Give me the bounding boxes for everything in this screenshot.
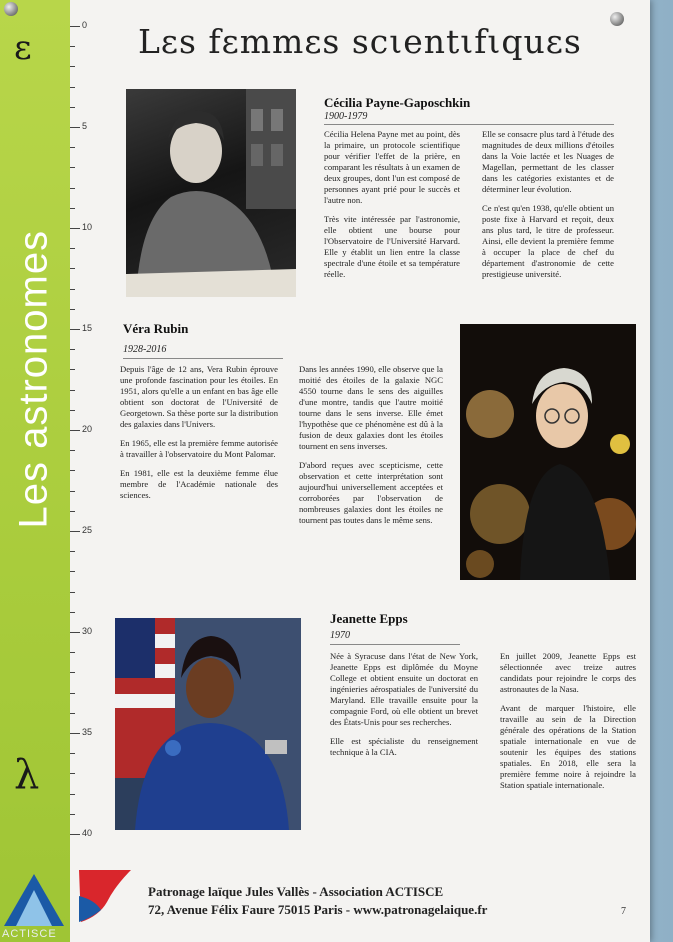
page-title: Lεs fεmmεs scιentιfιquεs xyxy=(138,22,582,61)
cecilia-column-1 xyxy=(324,129,460,288)
actisce-logo xyxy=(2,872,66,933)
cecilia-col1-para: Cécilia Helena Payne met au point, dès la primaire, un protocole scientifique pour vérifier l'effet de la prière, en comparant les résultats à un examen de deux groupes, dont l'un est composé de personnes ayant prié pour le succès et l'autre non. xyxy=(324,129,460,205)
ruler-tick xyxy=(70,652,75,653)
cecilia-dates: 1900-1979 xyxy=(324,111,368,122)
ruler-tick xyxy=(70,107,75,108)
ruler-label: 10 xyxy=(82,222,93,232)
cecilia-col2-para: Elle se consacre plus tard à l'étude des magnitudes de deux millions d'étoiles dans la Voie lactée et les Nuages de Magellan, permettant de les classer dans les catégories existantes et de déterminer leur évolution. xyxy=(482,129,614,194)
ruler-label: 20 xyxy=(82,424,93,434)
ruler-tick xyxy=(70,147,75,148)
vera-col1-para: En 1965, elle est la première femme autorisée à travailler à l'observatoire du Mont Palomar. xyxy=(120,438,278,459)
ruler-tick xyxy=(70,470,75,471)
band-bottom-letter: λ xyxy=(14,752,40,798)
ruler-tick xyxy=(70,248,75,249)
ruler-tick xyxy=(70,349,75,350)
jeanette-column-2 xyxy=(500,651,636,799)
actisce-label: ACTISCE xyxy=(2,928,57,940)
ruler-label: 15 xyxy=(82,323,93,333)
ruler-tick xyxy=(70,430,80,431)
ruler-tick xyxy=(70,693,75,694)
ruler-tick xyxy=(70,592,75,593)
pin-top-right xyxy=(610,12,624,26)
vera-col2-para: Dans les années 1990, elle observe que la moitié des étoiles de la galaxie NGC 4550 tourne dans le sens des aiguilles d'une montre, tandis que l'autre moitié tourne dans le sens inverse. Elle émet l'hypothèse que ce phénomène est dû à la fusion de deux galaxies dont les étoiles tournent en sens inverses. xyxy=(299,364,443,451)
ruler-tick xyxy=(70,188,75,189)
ruler-tick xyxy=(70,612,75,613)
ruler-label: 0 xyxy=(82,20,88,30)
ruler-tick xyxy=(70,511,75,512)
ruler xyxy=(70,0,100,840)
page-number: 7 xyxy=(621,906,626,917)
jeanette-photo xyxy=(115,618,301,830)
ruler-tick xyxy=(70,794,75,795)
ruler-tick xyxy=(70,208,75,209)
ruler-tick xyxy=(70,713,75,714)
ruler-tick xyxy=(70,309,75,310)
ruler-tick xyxy=(70,268,75,269)
vera-dates: 1928-2016 xyxy=(123,344,167,355)
ruler-tick xyxy=(70,834,80,835)
vera-col1-para: En 1981, elle est la deuxième femme élue membre de l'Académie nationale des sciences. xyxy=(120,468,278,500)
footer-association: Patronage laïque Jules Vallès - Association ACTISCE xyxy=(148,884,444,899)
cecilia-col2-para: Ce n'est qu'en 1938, qu'elle obtient un poste fixe à Harvard et reçoit, deux ans plus tard, le titre de professeur. Ainsi, elle devient la première femme à occuper la place de chef du département d'astronomie de cette prestigieuse université. xyxy=(482,203,614,279)
vera-name: Véra Rubin xyxy=(123,321,189,336)
jeanette-rule xyxy=(330,644,460,645)
ruler-tick xyxy=(70,491,75,492)
ruler-tick xyxy=(70,672,75,673)
ruler-label: 30 xyxy=(82,626,93,636)
ruler-tick xyxy=(70,733,80,734)
ruler-label: 25 xyxy=(82,525,93,535)
ruler-tick xyxy=(70,410,75,411)
green-side-band xyxy=(0,0,70,942)
ruler-tick xyxy=(70,814,75,815)
jeanette-col1-para: Elle est spécialiste du renseignement technique à la CIA. xyxy=(330,736,478,757)
ruler-tick xyxy=(70,551,75,552)
vera-column-2 xyxy=(299,364,443,534)
ruler-label: 35 xyxy=(82,727,93,737)
ruler-tick xyxy=(70,531,80,532)
jeanette-dates: 1970 xyxy=(330,630,350,641)
jeanette-col2-para: En juillet 2009, Jeanette Epps est sélectionnée avec treize autres candidats pour rejoindre le corps des astronautes de la Nasa. xyxy=(500,651,636,694)
jeanette-name: Jeanette Epps xyxy=(330,611,408,626)
ruler-label: 5 xyxy=(82,121,88,131)
ruler-tick xyxy=(70,46,75,47)
vera-photo xyxy=(460,324,636,580)
ruler-tick xyxy=(70,390,75,391)
ruler-tick xyxy=(70,87,75,88)
ruler-tick xyxy=(70,369,75,370)
ruler-tick xyxy=(70,450,75,451)
ruler-tick xyxy=(70,228,80,229)
jeanette-col1-para: Née à Syracuse dans l'état de New York, Jeanette Epps est diplômée du Moyne College et obtient ensuite un doctorat en ingénieries aérospatiales de l'université du Maryland. Elle travaille ensuite pour la compagnie Ford, où elle obtient un brevet des États-Unis pour ses recherches. xyxy=(330,651,478,727)
cecilia-name: Cécilia Payne-Gaposchkin xyxy=(324,95,471,110)
cecilia-photo xyxy=(126,89,296,297)
vera-col2-para: D'abord reçues avec scepticisme, cette observation et cette interprétation sont aujourd'hui universellement acceptées et corroborées par l'observation de nombreuses galaxies dont les étoiles ne tournent pas toutes dans le même sens. xyxy=(299,460,443,525)
band-vertical-title: Les astronomes xyxy=(11,229,56,529)
cecilia-rule xyxy=(324,124,614,125)
vera-rule xyxy=(123,358,283,359)
ruler-tick xyxy=(70,26,80,27)
vera-col1-para: Depuis l'âge de 12 ans, Vera Rubin éprouve une profonde fascination pour les étoiles. En 1951, alors qu'elle a un enfant en bas âge elle obtient son doctorat de l'Université de Georgetown. Sa thèse porte sur la distribution des galaxies dans l'Univers. xyxy=(120,364,278,429)
ruler-tick xyxy=(70,632,80,633)
ruler-tick xyxy=(70,753,75,754)
ruler-tick xyxy=(70,167,75,168)
vera-column-1 xyxy=(120,364,278,509)
jeanette-column-1 xyxy=(330,651,478,766)
ruler-tick xyxy=(70,289,75,290)
patronage-logo xyxy=(77,866,133,929)
band-top-letter: ε xyxy=(14,28,32,68)
ruler-tick xyxy=(70,127,80,128)
pin-top-left xyxy=(4,2,18,16)
ruler-label: 40 xyxy=(82,828,93,838)
ruler-tick xyxy=(70,773,75,774)
ruler-tick xyxy=(70,329,80,330)
cecilia-column-2 xyxy=(482,129,614,288)
footer-address: 72, Avenue Félix Faure 75015 Paris - www.patronagelaique.fr xyxy=(148,902,488,917)
cecilia-col1-para: Très vite intéressée par l'astronomie, elle obtient une bourse pour l'Observatoire de l'Université Harvard. Elle y établit un lien entre la classe spectrale d'une étoile et sa température réelle. xyxy=(324,214,460,279)
jeanette-col2-para: Avant de marquer l'histoire, elle travaille au sein de la Direction générale des opérations de la Station spatiale internationale en vue de soutenir les équipes des stations spatiales. En 2018, elle sera la première femme noire à rejoindre la Station spatiale internationale. xyxy=(500,703,636,790)
ruler-tick xyxy=(70,571,75,572)
ruler-tick xyxy=(70,66,75,67)
